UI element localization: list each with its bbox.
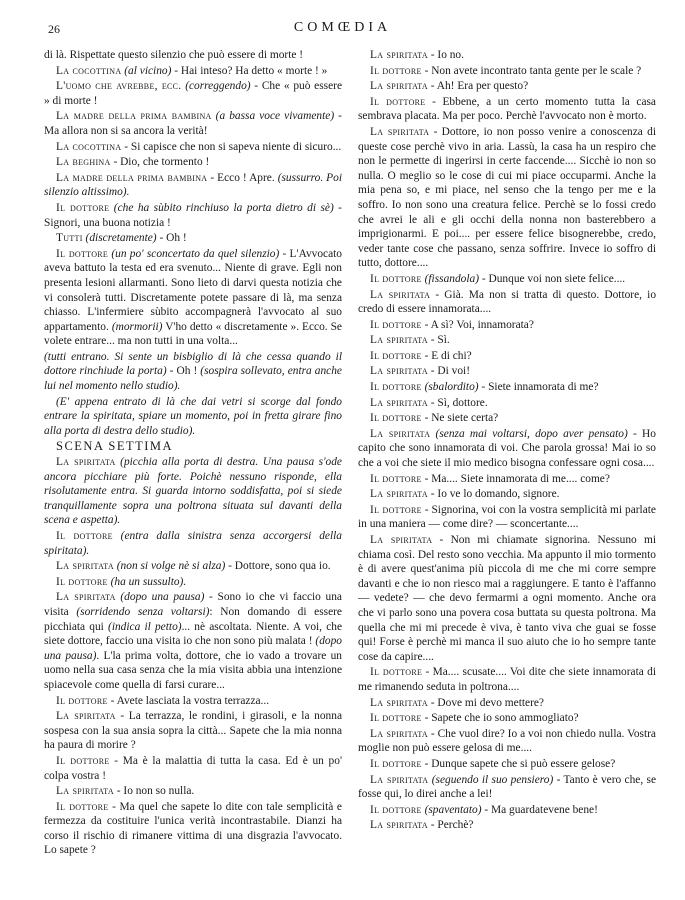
dialogue-line bbox=[358, 818, 656, 833]
speaker-name: Il dottore bbox=[370, 95, 426, 108]
dialogue-line bbox=[358, 757, 656, 772]
dialogue-line bbox=[358, 696, 656, 711]
speech-text: - Sì, dottore. bbox=[427, 396, 488, 409]
dialogue-line bbox=[44, 201, 342, 230]
speech-text: - Che vuol dire? Io a voi non chiedo nulla. Vostra moglie non può essere gelosa di me.... bbox=[358, 727, 656, 755]
dialogue-line bbox=[358, 288, 656, 317]
speaker-name: La cocottina bbox=[56, 64, 122, 77]
speaker-name: Il dottore bbox=[370, 472, 422, 485]
dialogue-line bbox=[358, 503, 656, 532]
speech-text: - Dunque voi non siete felice.... bbox=[479, 272, 626, 285]
dialogue-line bbox=[358, 95, 656, 124]
speech-text: - Io ve lo domando, signore. bbox=[427, 488, 560, 501]
stage-direction: (picchia alla porta di destra. Una pausa s'ode ancora picchiare più forte. Poichè nessuno risponde, ella risolutamente entra. Si guarda intorno soddisfatta, poi si siede tranquillamente sopra una poltrona situata sul davanti della scena e aspetta). bbox=[44, 456, 342, 527]
dialogue-line bbox=[358, 380, 656, 395]
stage-direction: (mormorii) bbox=[111, 320, 163, 333]
speaker-name: Il dottore bbox=[56, 575, 108, 588]
dialogue-line bbox=[358, 64, 656, 79]
dialogue-line bbox=[44, 800, 342, 858]
dialogue-line bbox=[358, 333, 656, 348]
speaker-name: Il dottore bbox=[56, 694, 108, 707]
dialogue-line bbox=[44, 109, 342, 138]
stage-direction: (spaventato) bbox=[424, 803, 482, 816]
speaker-name: La spiritata bbox=[370, 125, 430, 138]
stage-direction: (sorridendo senza voltarsi) bbox=[76, 605, 210, 618]
dialogue-line bbox=[44, 171, 342, 200]
speech-text: - Ebbene, a un certo momento tutta la casa sembrava placata. Ma per poco. Perchè l'avvocato non è morto. bbox=[358, 95, 656, 123]
stage-direction: (correggendo) bbox=[185, 80, 251, 93]
speaker-name: La spiritata bbox=[370, 396, 428, 409]
speaker-name: La spiritata bbox=[370, 334, 428, 347]
stage-direction: (che ha sùbito rinchiuso la porta dietro di sè) bbox=[113, 201, 334, 214]
speech-text: - Signorina, voi con la vostra semplicità mi parlate in una maniera — come dire? — sconcertante.... bbox=[358, 503, 656, 531]
dialogue-line bbox=[358, 803, 656, 818]
speaker-name: La spiritata bbox=[56, 456, 116, 469]
dialogue-line bbox=[358, 79, 656, 94]
speaker-name: La spiritata bbox=[370, 365, 428, 378]
dialogue-line bbox=[358, 48, 656, 63]
dialogue-line bbox=[44, 140, 342, 155]
speech-text: - Ma è la malattia di tutta la casa. Ed è un po' colpa vostra ! bbox=[44, 754, 342, 782]
speaker-name: Il dottore bbox=[370, 503, 422, 516]
speaker-name: La cocottina bbox=[56, 140, 122, 153]
dialogue-line bbox=[44, 529, 342, 558]
speech-text: - Sapete che io sono ammogliato? bbox=[421, 712, 579, 725]
dialogue-line bbox=[358, 427, 656, 471]
stage-direction: (seguendo il suo pensiero) bbox=[431, 773, 554, 786]
speech-text: - Che « può essere » di morte ! bbox=[44, 80, 342, 107]
stage-direction: (E' appena entrato di là che dai vetri si scorge dal fondo entrare la spiritata, spiare un momento, poi in fretta girare fino alla porta di destra dello studio). bbox=[44, 395, 342, 437]
speaker-name: Il dottore bbox=[370, 272, 422, 285]
speech-text: - Ecco ! Apre. bbox=[207, 171, 278, 184]
speaker-name: La madre della prima bambina bbox=[56, 110, 212, 123]
speech-text: - L'Avvocato aveva battuto la testa ed era svenuto... Niente di grave. Egli non presenta lesioni allarmanti. Sono lieto di darvi questa notizia che vi consolerà tutti. Discretamente potete passare di là, ma senza chiasso. L'infermiere sùbito accompagnerà l'avvocato al suo appartamento. bbox=[44, 247, 343, 333]
speaker-name: Il dottore bbox=[56, 754, 110, 767]
speech-text: - Io non so nulla. bbox=[113, 785, 195, 798]
speech-text: - Non avete incontrato tanta gente per le scale ? bbox=[421, 64, 642, 77]
speech-text: - Ma guardatevene bene! bbox=[481, 803, 598, 816]
speaker-name: Il dottore bbox=[56, 247, 109, 260]
speech-text: V'ho detto « discretamente ». Ecco. Se volete entrare... ma non tutti in una volta... bbox=[44, 320, 342, 348]
speaker-name: La spiritata bbox=[370, 727, 428, 740]
stage-direction: (tutti entrano. Si sente un bisbiglio di là che cessa quando il dottore rinchiude la porta) bbox=[44, 350, 342, 378]
dialogue-line bbox=[44, 559, 342, 574]
dialogue-line bbox=[358, 711, 656, 726]
speaker-name: La spiritata bbox=[370, 773, 429, 786]
stage-direction: (sospira sollevato, entra anche lui nel momento nello studio). bbox=[44, 365, 342, 393]
speech-text: - Oh ! bbox=[156, 232, 187, 245]
dialogue-line bbox=[44, 155, 342, 170]
dialogue-line bbox=[358, 472, 656, 487]
stage-direction: (senza mai voltarsi, dopo aver pensato) bbox=[435, 427, 628, 440]
stage-direction: (entra dalla sinistra senza accorgersi della spiritata). bbox=[44, 530, 342, 557]
speaker-name: Il dottore bbox=[370, 318, 422, 331]
speaker-name: Il dottore bbox=[56, 530, 113, 542]
dialogue-line bbox=[44, 79, 342, 108]
dialogue-line bbox=[358, 533, 656, 664]
speech-text: di là. Rispettate questo silenzio che può essere di morte ! bbox=[44, 49, 304, 61]
speech-text: - Non mi chiamate signorina. Nessuno mi chiama così. Del resto sono vecchia. Ma appunto il mio tormento è di avere quest'anima più piccola di me che mi corre sempre davanti e che io non riesco mai a raggiungere. E tanto è l'affanno — vedete? — che devo fermarmi a ogni momento. Anche ora che vi parlo sono una povera cosa buttata su questa poltrona. Ma quella che mi mi precede è viva, è tanto viva che guai se fosse qui! Forse è perchè mi manca il suo aiuto che io ho sempre tante cose da capire.... bbox=[358, 534, 656, 663]
scene-title: SCENA SETTIMA bbox=[56, 439, 174, 454]
speaker-name: La spiritata bbox=[370, 488, 428, 501]
stage-direction: (indica il petto) bbox=[108, 620, 182, 633]
dialogue-line bbox=[44, 694, 342, 709]
dialogue-line bbox=[358, 272, 656, 287]
page-number: 26 bbox=[48, 22, 60, 36]
speaker-name: Il dottore bbox=[370, 64, 422, 77]
speech-text: - Hai inteso? Ha detto « morte ! » bbox=[171, 64, 328, 77]
speaker-name: Tutti bbox=[56, 232, 83, 245]
stage-direction: (al vicino) bbox=[124, 64, 172, 77]
speech-text: . L'la prima volta, dottore, che io vado a trovare un uomo nella sua casa senza che la mia visita abbia una intenzione spiacevole come quella di farsi curare... bbox=[44, 649, 342, 691]
speaker-name: Il dottore bbox=[370, 381, 422, 394]
speech-text: - Avete lasciata la vostra terrazza... bbox=[107, 694, 270, 707]
dialogue-line bbox=[44, 709, 342, 753]
speech-text: - Ma allora non si sa ancora la verità! bbox=[44, 110, 342, 137]
stage-direction: (non si volge nè si alza) bbox=[116, 560, 226, 573]
speaker-name: La spiritata bbox=[370, 288, 431, 301]
speaker-name: La spiritata bbox=[56, 560, 114, 573]
dialogue-line bbox=[44, 231, 342, 246]
speech-text: - Dottore, sono qua io. bbox=[225, 560, 331, 573]
speech-text: - E di chi? bbox=[421, 349, 472, 362]
dialogue-line bbox=[44, 590, 342, 692]
speech-text: - Ah! Era per questo? bbox=[427, 80, 529, 93]
speech-text: - Ho capito che sono innamorata di voi. Che parola grossa! Mai io so che a voi che siete il mio medico bisogna confessare ogni cosa.... bbox=[358, 427, 656, 470]
dialogue-line bbox=[44, 754, 342, 783]
speaker-name: La spiritata bbox=[370, 427, 431, 440]
speaker-name: Il dottore bbox=[370, 412, 422, 425]
speaker-name: La spiritata bbox=[370, 696, 428, 709]
speaker-name: Il dottore bbox=[56, 800, 109, 813]
speech-text: - Dio, che tormento ! bbox=[110, 156, 210, 169]
speech-text: ... nè ascoltata. Niente. A voi, che siete dottore, faccio una visita io che non sono più malata ! bbox=[44, 620, 343, 648]
dialogue-line bbox=[44, 784, 342, 799]
stage-direction: (a bassa voce vivamente) bbox=[215, 110, 335, 123]
speaker-name: Il dottore bbox=[370, 349, 422, 362]
dialogue-line bbox=[44, 48, 342, 63]
speaker-name: La spiritata bbox=[370, 49, 428, 61]
stage-direction: (un po' sconcertato da quel silenzio) bbox=[111, 247, 280, 260]
speaker-name: La spiritata bbox=[370, 80, 428, 93]
stage-direction: (fissandola) bbox=[424, 272, 480, 285]
speech-text: - Ma quel che sapete lo dite con tale semplicità e fermezza da costituire l'unica verità incontrastabile. Dianzi ha corso il rischio di rimanere vittima di una disgrazia l'avvocato. Lo sapete ? bbox=[44, 800, 342, 857]
speaker-name: La beghina bbox=[56, 156, 111, 169]
speaker-name: Il dottore bbox=[370, 757, 422, 770]
speech-text: - Già. Ma non si tratta di questo. Dottore, io credo di essere innamorata.... bbox=[358, 288, 657, 316]
stage-direction: (dopo una pausa) bbox=[120, 591, 205, 604]
dialogue-line bbox=[358, 349, 656, 364]
page-header bbox=[40, 12, 645, 42]
stage-direction: (sussurro. Poi silenzio altissimo). bbox=[44, 171, 342, 199]
speech-text: - Tanto è vero che, se fosse qui, lo direi anche a lei! bbox=[358, 773, 657, 801]
stage-direction: (ha un sussulto). bbox=[110, 575, 187, 588]
left-column bbox=[44, 48, 342, 859]
dialogue-line bbox=[358, 665, 656, 694]
speaker-name: Il dottore bbox=[370, 666, 423, 679]
stage-direction: (sbalordito) bbox=[424, 381, 479, 394]
speech-text: - Dottore, io non posso venire a conoscenza di queste cose perchè vivo in aria. Lassù, la casa ha un respiro che non le permette di ingerirsi in certe faccende.... Sicchè io non so nulla. O meglio so le cose di cui mi piace occuparmi. Anche la mia pena so, e mi piace, nel senso che la tengo per me e la soffro. Io non sono una creatura felice. Perchè se lo fossi credo che avrei le ali e gli occhi della nonna non basterebbero a imprigionarmi. E poi.... per essere felice bisognerebbe, credo, veder tante cose che passano, senza soffrire. Invece io soffro di tutto, dottore.... bbox=[358, 125, 656, 270]
speech-text: - Ne siete certa? bbox=[421, 412, 499, 425]
speech-text: - Siete innamorata di me? bbox=[478, 381, 599, 394]
speech-text: - Sì. bbox=[427, 334, 450, 347]
dialogue-line bbox=[44, 247, 342, 349]
speaker-name: La spiritata bbox=[370, 534, 433, 546]
speaker-name: L'uomo che avrebbe, ecc. bbox=[56, 80, 182, 93]
speaker-name: La madre della prima bambina bbox=[56, 171, 208, 184]
dialogue-line bbox=[44, 64, 342, 79]
speech-text: - Io no. bbox=[427, 49, 464, 61]
speaker-name: La spiritata bbox=[56, 591, 116, 604]
speech-text: - Dove mi devo mettere? bbox=[427, 696, 544, 709]
dialogue-line bbox=[358, 773, 656, 802]
dialogue-line bbox=[358, 411, 656, 426]
dialogue-line bbox=[44, 575, 342, 590]
dialogue-line bbox=[358, 487, 656, 502]
dialogue-line bbox=[358, 318, 656, 333]
speech-text: - Ma.... Siete innamorata di me.... come? bbox=[421, 472, 610, 485]
speaker-name: La spiritata bbox=[370, 819, 428, 832]
speech-text: - Ma.... scusate.... Voi dite che siete innamorata di me rimanendo seduta in poltrona.... bbox=[358, 666, 656, 693]
dialogue-line bbox=[358, 125, 656, 271]
speech-text: - Signori, una buona notizia ! bbox=[44, 201, 342, 229]
speaker-name: Il dottore bbox=[370, 712, 422, 725]
dialogue-line bbox=[358, 396, 656, 411]
speech-text: - Perchè? bbox=[427, 819, 474, 832]
speaker-name: La spiritata bbox=[56, 785, 114, 798]
speaker-name: Il dottore bbox=[56, 201, 110, 214]
speech-text: - La terrazza, le rondini, i girasoli, e la nonna sospesa con la sua ansia sopra la città... Sapete che la mia nonna ha paura di morire ? bbox=[44, 710, 342, 752]
dialogue-line bbox=[44, 350, 342, 394]
speech-text: - Di voi! bbox=[427, 365, 470, 378]
speech-text: - Si capisce che non si sapeva niente di sicuro... bbox=[121, 140, 342, 153]
speech-text: : Non domando di essere picchiata qui bbox=[44, 605, 342, 633]
speech-text: - Sono io che vi faccio una visita bbox=[44, 591, 342, 618]
journal-title: COMŒDIA bbox=[293, 20, 392, 35]
stage-direction: (discretamente) bbox=[85, 232, 157, 245]
speech-text: - Oh ! bbox=[166, 365, 201, 378]
dialogue-line bbox=[44, 395, 342, 439]
speaker-name: La spiritata bbox=[56, 710, 116, 723]
dialogue-line bbox=[358, 364, 656, 379]
speech-text: - Dunque sapete che si può essere gelose? bbox=[421, 757, 616, 770]
speaker-name: Il dottore bbox=[370, 803, 422, 816]
right-column bbox=[358, 48, 656, 834]
dialogue-line bbox=[44, 455, 342, 528]
stage-direction: (dopo una pausa) bbox=[44, 635, 342, 662]
speech-text: - A sì? Voi, innamorata? bbox=[421, 318, 534, 331]
dialogue-line bbox=[358, 727, 656, 756]
